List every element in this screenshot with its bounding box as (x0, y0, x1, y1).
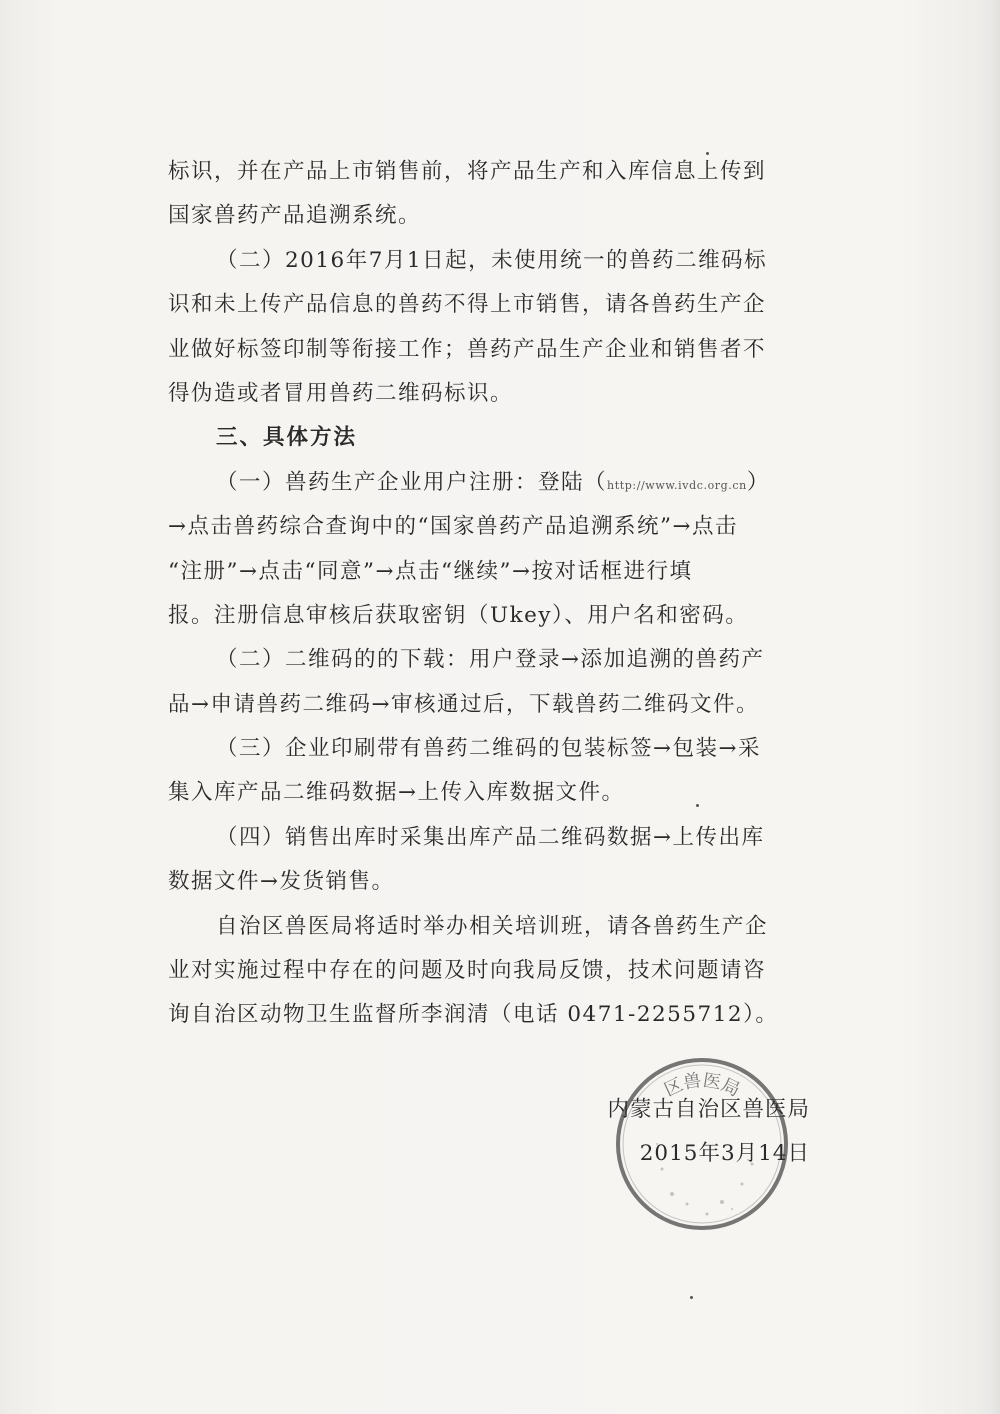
body-line: 自治区兽医局将适时举办相关培训班，请各兽药生产企 (216, 913, 769, 939)
body-line: 数据文件→发货销售。 (168, 869, 395, 895)
scan-speck (696, 804, 699, 807)
body-line: 标识，并在产品上市销售前，将产品生产和入库信息上传到 (168, 159, 767, 184)
body-line: 业对实施过程中存在的问题及时向我局反馈，技术问题请咨 (168, 958, 767, 984)
body-line: 品→申请兽药二维码→审核通过后，下载兽药二维码文件。 (168, 691, 760, 717)
body-line: （二）2016年7月1日起，未使用统一的兽药二维码标 (216, 247, 768, 273)
body-line: （三）企业印刷带有兽药二维码的包装标签→包装→采 (216, 736, 762, 762)
signature-block (560, 1088, 810, 1176)
issue-date: 2015年3月14日 (639, 1141, 810, 1166)
body-line: （二）二维码的的下载：用户登录→添加追溯的兽药产 (216, 647, 765, 673)
body-line-text: ） (746, 469, 770, 495)
body-line: 集入库产品二维码数据→上传入库数据文件。 (168, 780, 625, 806)
body-line: 识和未上传产品信息的兽药不得上市销售，请各兽药生产企 (168, 292, 767, 318)
body-line: 报。注册信息审核后获取密钥（Ukey）、用户名和密码。 (168, 602, 749, 628)
issuing-organization: 内蒙古自治区兽医局 (607, 1097, 810, 1122)
section-heading: 三、具体方法 (216, 425, 358, 451)
document-body (168, 150, 818, 1038)
body-line: 业做好标签印制等衔接工作；兽药产品生产企业和销售者不 (168, 336, 767, 362)
body-line: 得伪造或者冒用兽药二维码标识。 (168, 380, 514, 406)
body-line: 询自治区动物卫生监督所李润清（电话 0471-2255712）。 (168, 1002, 779, 1028)
scan-speck (706, 152, 709, 155)
body-line-text: （一）兽药生产企业用户注册：登陆（ (216, 469, 608, 495)
scan-speck (690, 1296, 693, 1299)
body-line: （四）销售出库时采集出库产品二维码数据→上传出库 (216, 824, 765, 850)
seal-text: 区兽医局 (661, 1069, 744, 1102)
body-line: →点击兽药综合查询中的“国家兽药产品追溯系统”→点击 (168, 514, 739, 540)
body-line (168, 461, 818, 505)
scan-edge (978, 0, 1000, 1414)
body-line: 国家兽药产品追溯系统。 (168, 203, 422, 229)
registration-url: http://www.ivdc.org.cn (607, 478, 747, 492)
body-line: “注册”→点击“同意”→点击“继续”→按对话框进行填 (168, 558, 693, 584)
